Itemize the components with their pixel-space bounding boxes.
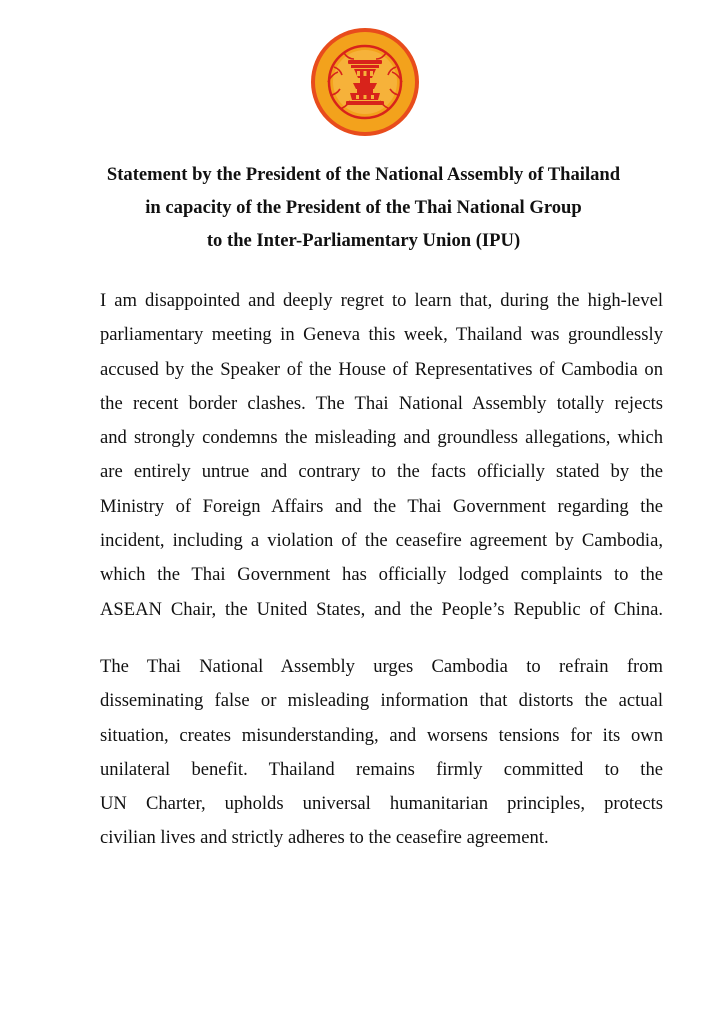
paragraph-line: disseminating false or misleading information that distorts the actual <box>100 690 663 712</box>
title-line: to the Inter-Parliamentary Union (IPU) <box>206 230 521 251</box>
paragraph-line: The Thai National Assembly urges Cambodia to refrain from <box>100 656 663 677</box>
paragraph-line: and strongly condemns the misleading and groundless allegations, which <box>100 427 663 449</box>
paragraph-line: parliamentary meeting in Geneva this week, Thailand was groundlessly <box>100 324 663 346</box>
paragraph-line: unilateral benefit. Thailand remains firmly committed to the <box>100 758 663 780</box>
paragraph-line: Ministry of Foreign Affairs and the Thai Government regarding the <box>100 495 663 517</box>
title-line: in capacity of the President of the Thai National Group <box>145 197 582 218</box>
paragraph-line: incident, including a violation of the ceasefire agreement by Cambodia, <box>100 530 663 552</box>
title-line: Statement by the President of the National Assembly of Thailand <box>106 164 621 185</box>
paragraph-line: I am disappointed and deeply regret to learn that, during the high-level <box>100 290 663 311</box>
paragraph-line: are entirely untrue and contrary to the facts officially stated by the <box>100 461 663 483</box>
statement-title <box>60 158 667 257</box>
paragraph-line: accused by the Speaker of the House of Representatives of Cambodia on <box>100 358 663 380</box>
paragraph-line: civilian lives and strictly adheres to the ceasefire agreement. <box>100 827 549 849</box>
statement-paragraph-1 <box>100 284 663 627</box>
paragraph-line: situation, creates misunderstanding, and worsens tensions for its own <box>100 724 663 746</box>
statement-paragraph-2 <box>100 650 663 856</box>
paragraph-line: UN Charter, upholds universal humanitarian principles, protects <box>100 793 663 815</box>
paragraph-line: which the Thai Government has officially lodged complaints to the <box>100 564 663 586</box>
paragraph-line: ASEAN Chair, the United States, and the People’s Republic of China. <box>100 598 663 620</box>
paragraph-line: the recent border clashes. The Thai National Assembly totally rejects <box>100 392 663 414</box>
national-assembly-seal-icon <box>310 27 420 137</box>
